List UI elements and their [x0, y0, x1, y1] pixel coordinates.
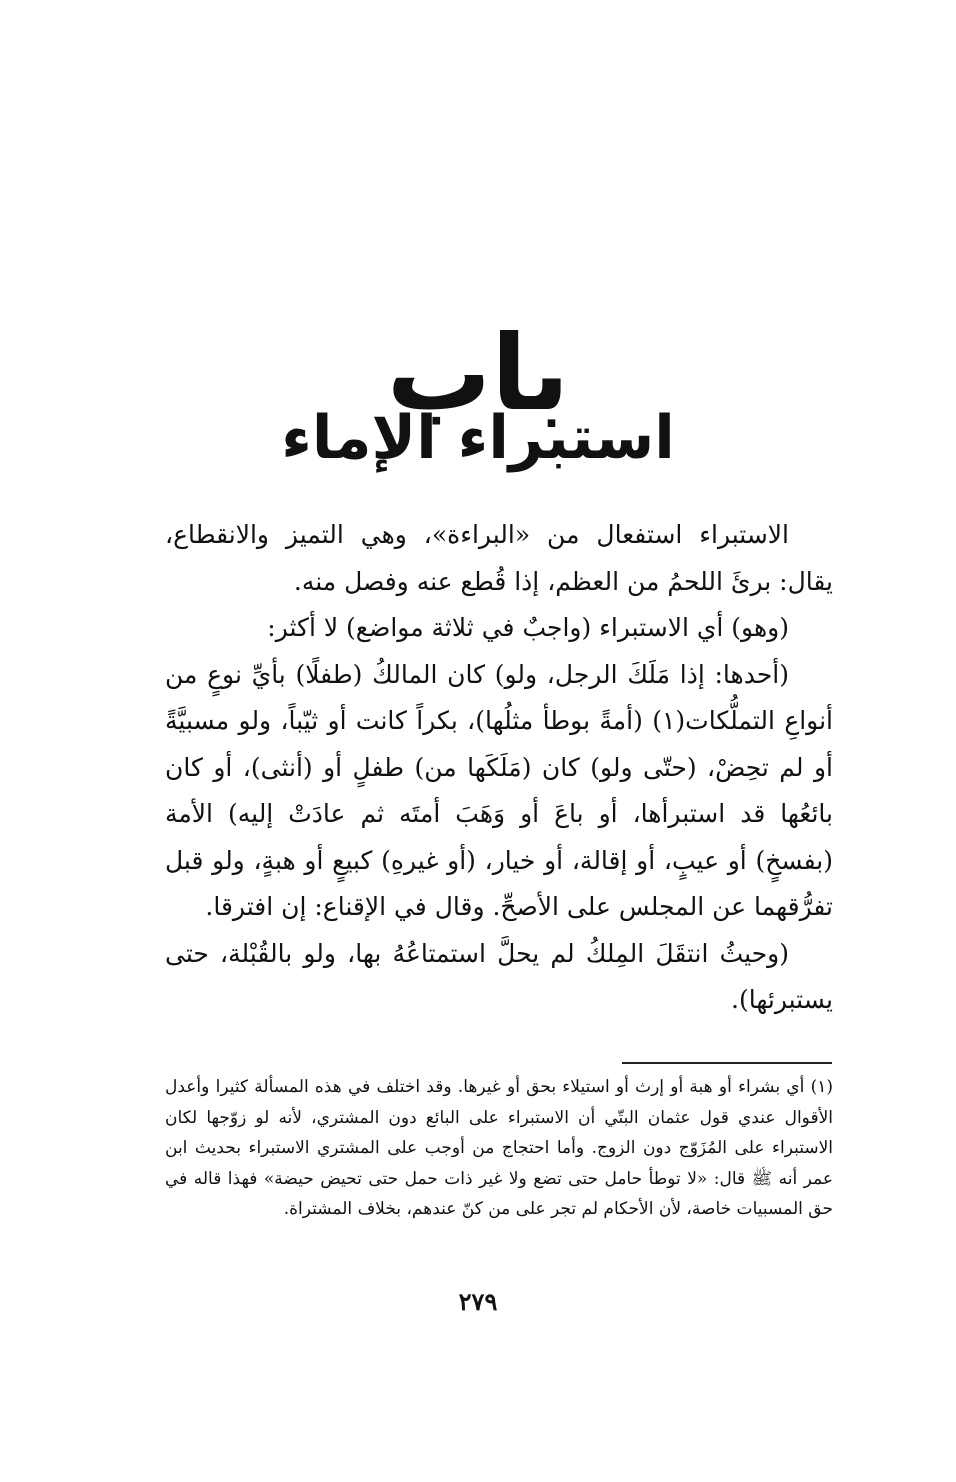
- paragraph: (أحدها: إذا مَلَكَ الرجل، ولو) كان المالكُ (طفلًا) بأيِّ نوعٍ من أنواعِ التملُّكات(١) (أمةً بوطأ مثلُها)، بكراً كانت أو ثيّباً، ولو مسبيَّةً أو لم تحِضْ، (حتّى ولو) كان (مَلَكَها من) طفلٍ أو (أنثى)، أو كان بائعُها قد استبرأها، أو باعَ أو وَهَبَ أمتَه ثم عادَتْ إليه) الأمة (بفسخٍ) أو عيبٍ، أو إقالة، أو خيار، (أو غيرهِ) كبيعٍ أو هبةٍ، ولو قبل تفرُّقهما عن المجلس على الأصحِّ. وقال في الإقناع: إن افترقا.: [165, 659, 833, 921]
- footnote-text: (١) أي بشراء أو هبة أو إرث أو استيلاء بحق أو غيرها. وقد اختلف في هذه المسألة كثيرا وأعدل الأقوال عندي قول عثمان البتّي أن الاستبراء على البائع دون المشتري، لأنه لو زوّجها لكان الاستبراء على المُزَوّج دون الزوج. وأما احتجاج من أوجب على المشتري الاستبراء بحديث ابن عمر أنه ﷺ قال: «لا توطأ حامل حتى تضع ولا غير ذات حمل حتى تحيض حيضة» فهذا قاله في حق المسبيات خاصة، لأن الأحكام لم تجر على من كنّ عندهم، بخلاف المشتراة.: [165, 1077, 833, 1219]
- footnote-divider: [622, 1062, 832, 1064]
- page-number: ٢٧٩: [458, 1287, 498, 1316]
- paragraph: (وهو) أي الاستبراء (واجبٌ في ثلاثة مواضع) لا أكثر:: [267, 613, 789, 642]
- paragraph: الاستبراء استفعال من «البراءة»، وهي التميز والانقطاع، يقال: برئَ اللحمُ من العظم، إذا قُطع عنه وفصل منه.: [165, 520, 833, 596]
- chapter-heading: باب: [386, 312, 570, 434]
- main-text: [165, 512, 833, 1024]
- paragraph: (وحيثُ انتقَلَ المِلكُ لم يحلَّ استمتاعُهُ بها، ولو بالقُبْلة، حتى يستبرئها).: [165, 938, 833, 1014]
- footnote: [165, 1072, 833, 1225]
- chapter-title: استبراء الإماء: [281, 403, 675, 473]
